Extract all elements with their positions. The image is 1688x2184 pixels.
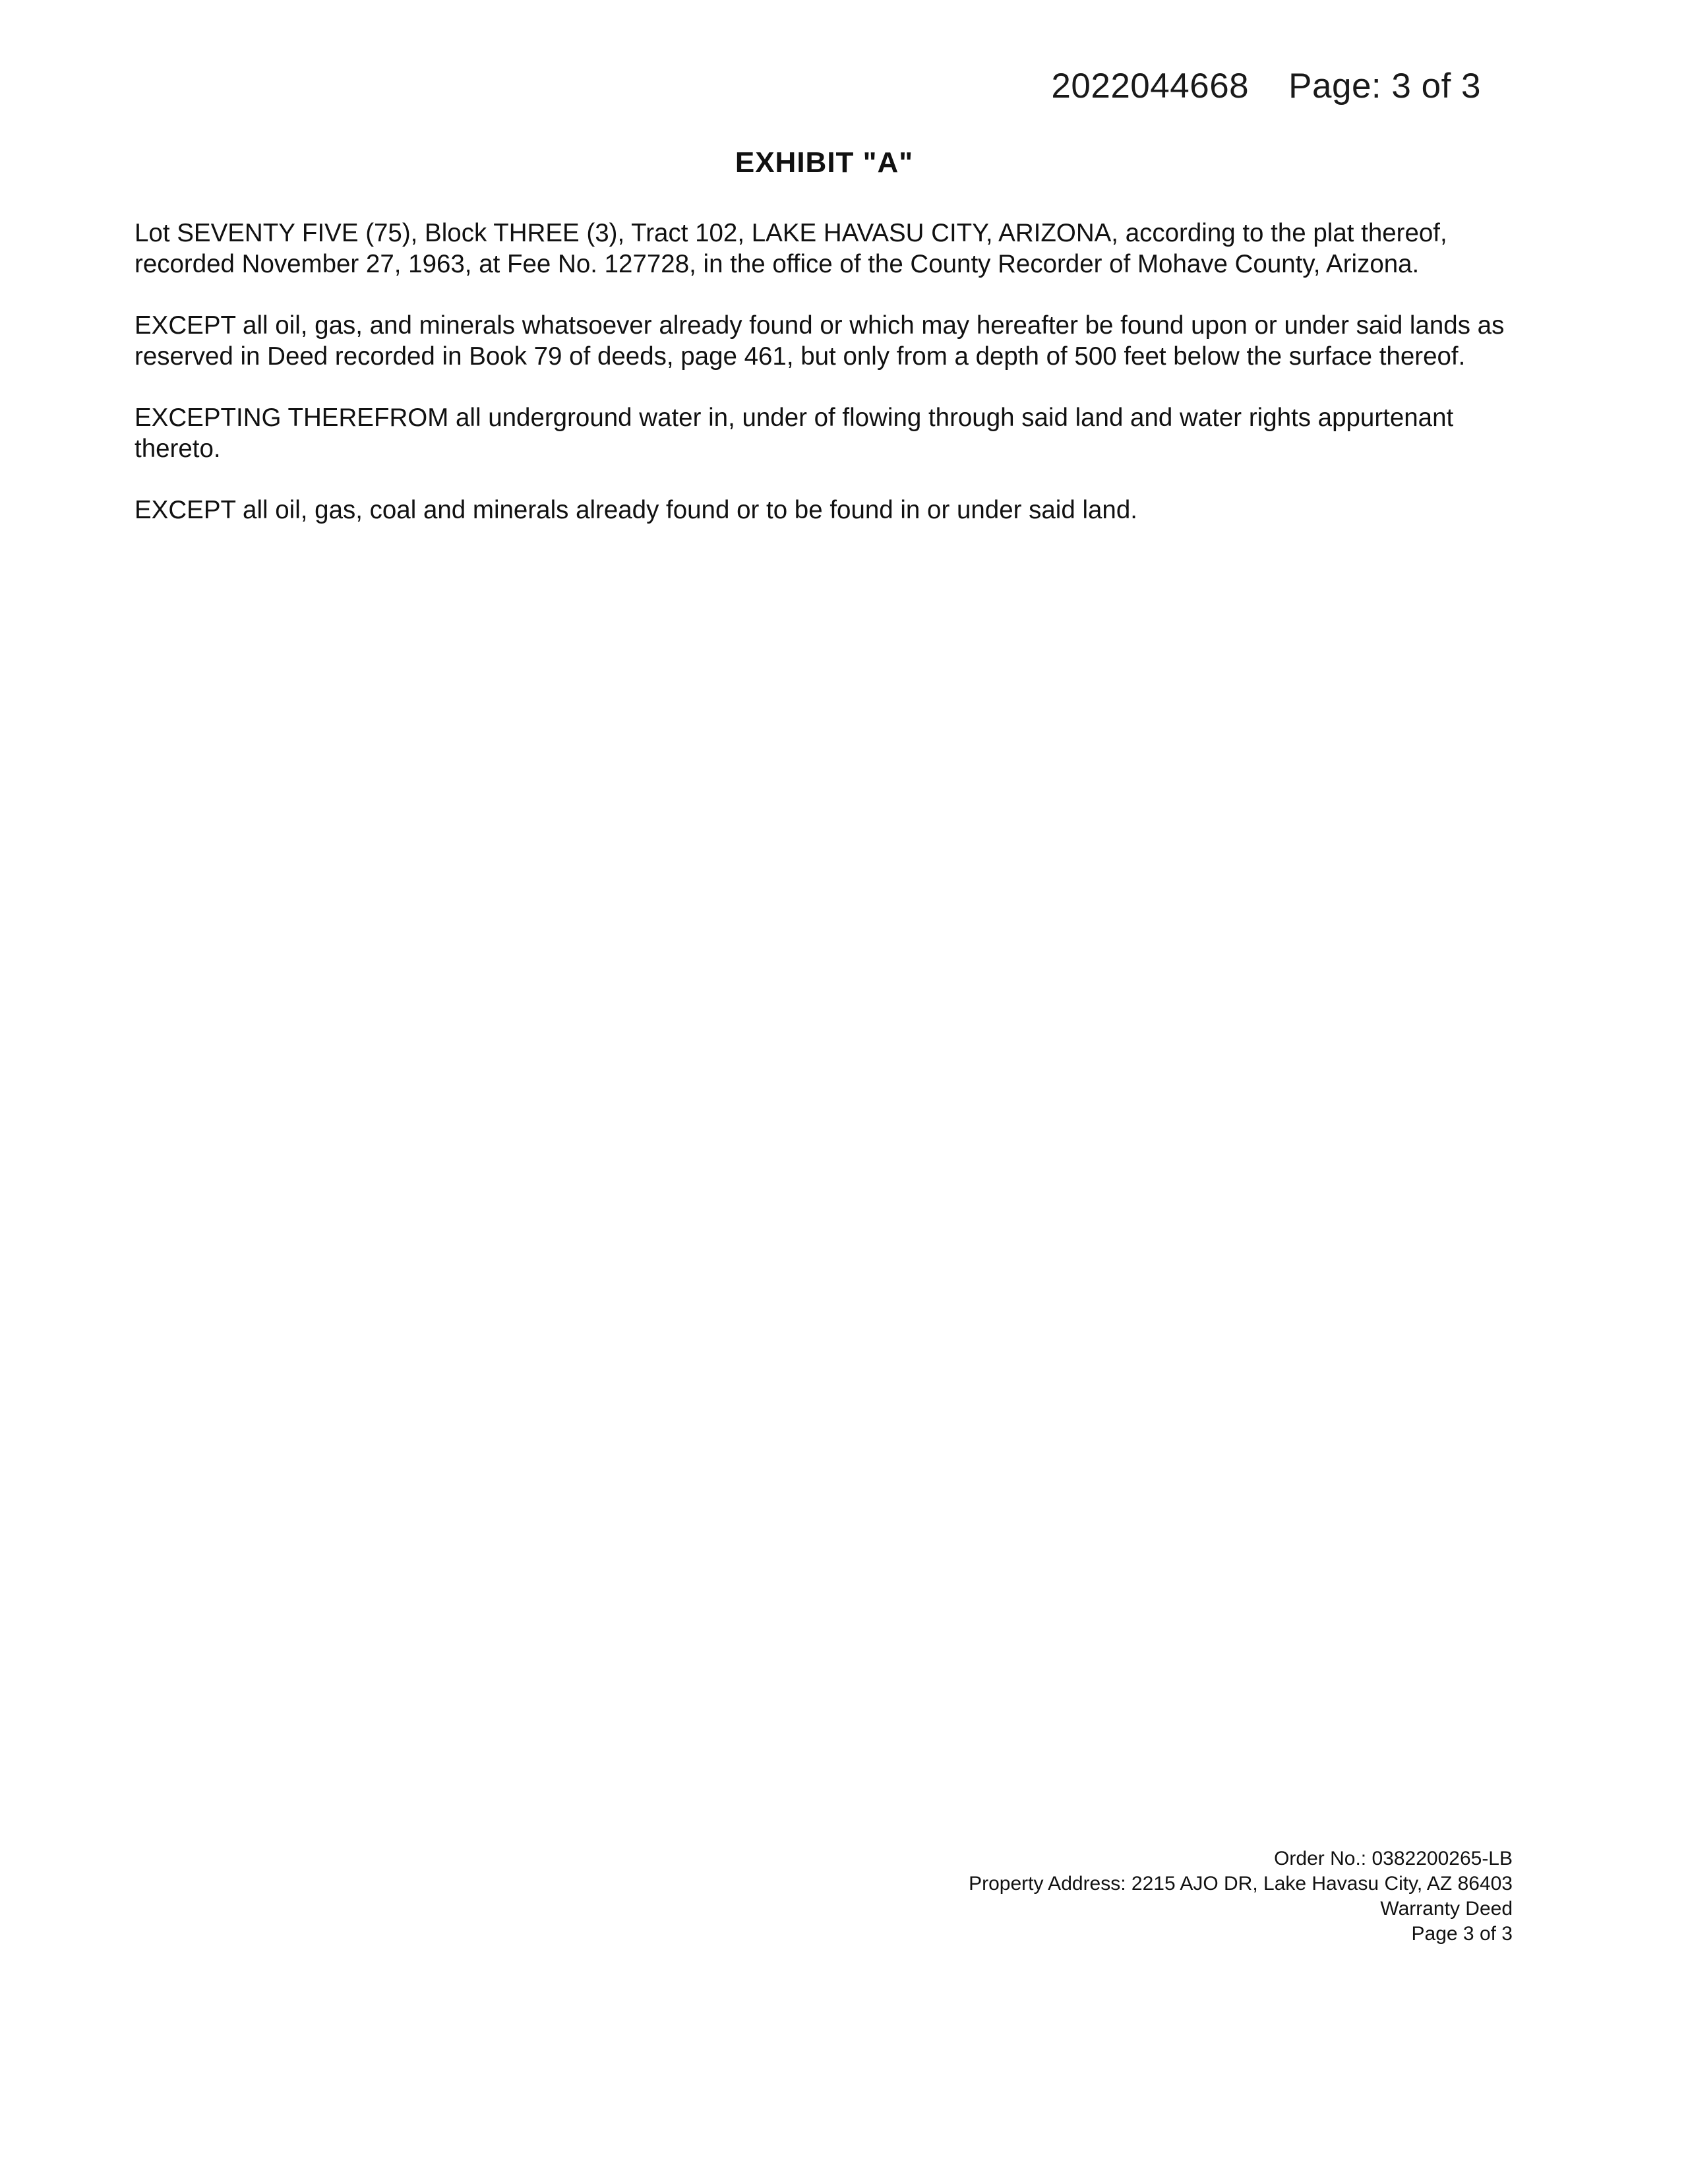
page-label: Page: 3 of 3 — [1288, 67, 1481, 106]
document-footer — [969, 1846, 1513, 1947]
paragraph-coal-exception: EXCEPT all oil, gas, coal and minerals already found or to be found in or under said land. — [135, 496, 1137, 524]
exhibit-title: EXHIBIT "A" — [735, 146, 914, 179]
footer-page-number: Page 3 of 3 — [1411, 1923, 1513, 1945]
recording-stamp — [1051, 66, 1481, 106]
legal-description — [135, 218, 1532, 556]
paragraph-lot-description: Lot SEVENTY FIVE (75), Block THREE (3), Tract 102, LAKE HAVASU CITY, ARIZONA, according to the plat thereof, recorded November 27, 1963, at Fee No. 127728, in the office of the County Recorder of Mohave County, Arizona. — [135, 219, 1447, 278]
paragraph-mineral-exception: EXCEPT all oil, gas, and minerals whatsoever already found or which may hereafter be found upon or under said lands as reserved in Deed recorded in Book 79 of deeds, page 461, but only from a depth of 500 feet below the surface thereof. — [135, 311, 1505, 371]
document-type: Warranty Deed — [1380, 1898, 1513, 1920]
property-address: Property Address: 2215 AJO DR, Lake Havasu City, AZ 86403 — [969, 1873, 1513, 1895]
paragraph-water-exception: EXCEPTING THEREFROM all underground water in, under of flowing through said land and water rights appurtenant thereto. — [135, 404, 1454, 463]
order-number: Order No.: 0382200265-LB — [1274, 1848, 1513, 1869]
document-number: 2022044668 — [1051, 67, 1250, 106]
